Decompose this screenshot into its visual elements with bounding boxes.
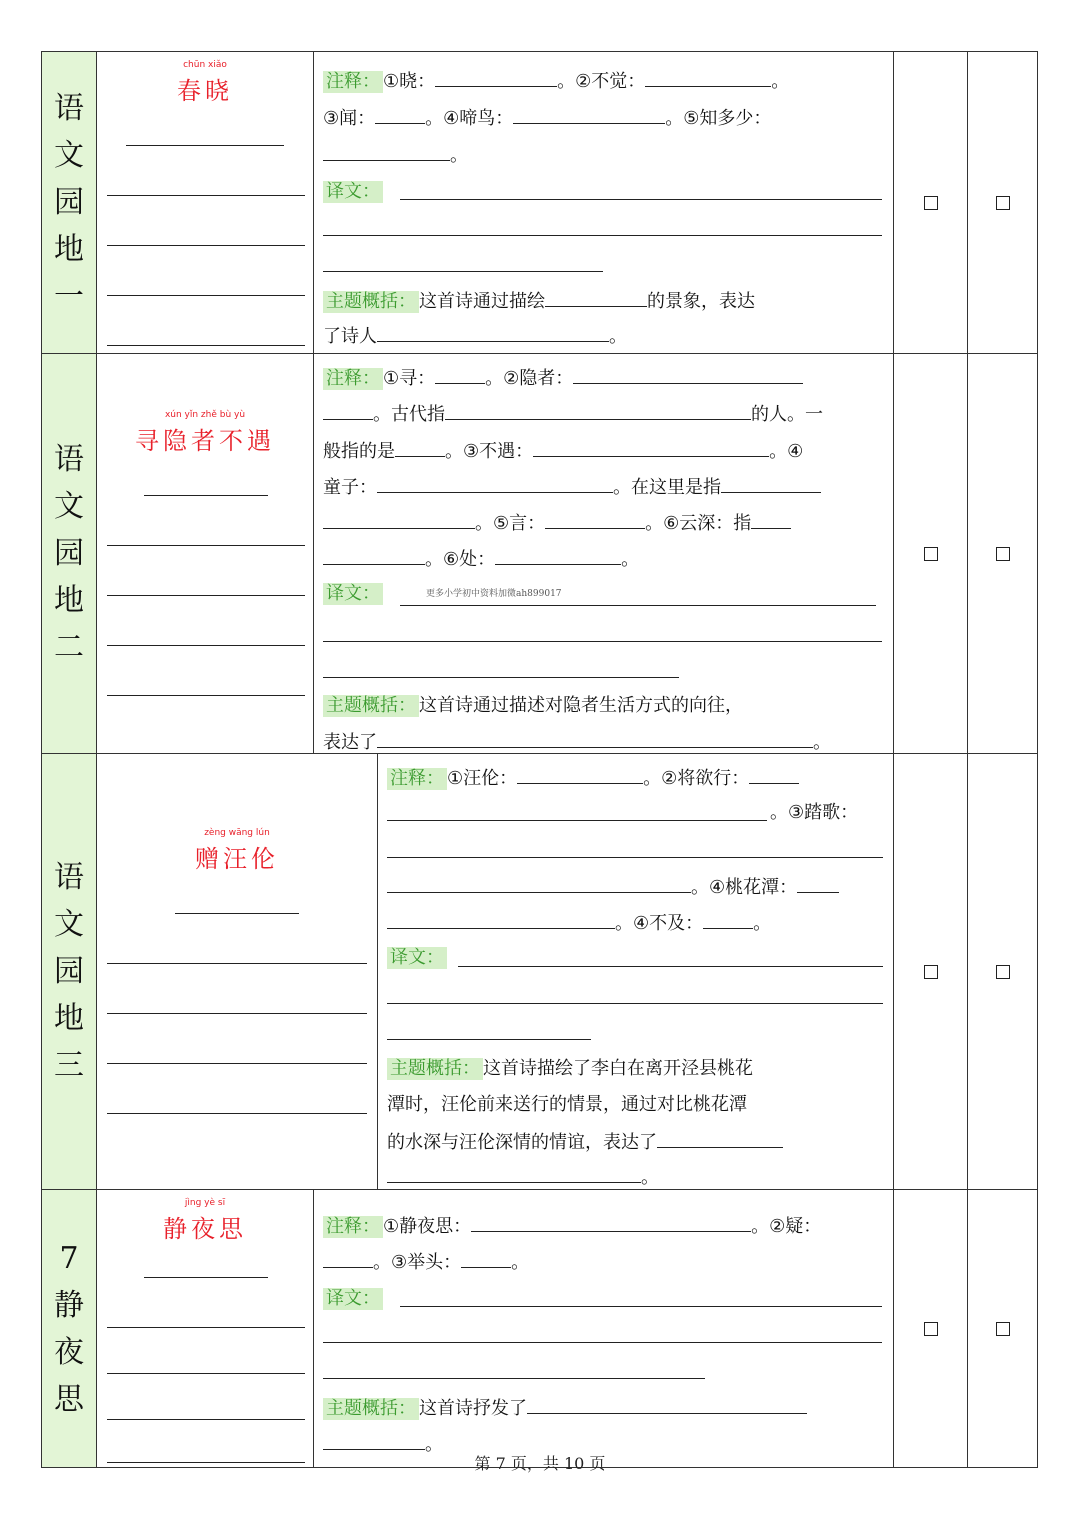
fill-in-blank[interactable]: [445, 402, 751, 420]
prompt-text: 。④啼鸟：: [425, 108, 514, 129]
poem-title-text: 赠汪伦: [195, 845, 279, 873]
poem-title-pinyin: jìng yè sī: [184, 1198, 226, 1208]
table-row: [41, 51, 1038, 354]
theme-line: [387, 1165, 659, 1189]
writing-line[interactable]: [107, 1373, 305, 1374]
prompt-text: 。②不觉：: [557, 71, 646, 92]
section-label-char: 地: [54, 1001, 84, 1036]
writing-line[interactable]: [107, 645, 305, 646]
author-line[interactable]: [126, 145, 284, 146]
section-label-char: 静: [54, 1287, 84, 1323]
section-tag: 注释：: [323, 368, 383, 390]
translation-label: [387, 947, 447, 969]
translation-label: [323, 1288, 383, 1310]
fill-in-blank[interactable]: [387, 1165, 641, 1183]
notes-line: [323, 1214, 821, 1238]
section-label-char: 文: [54, 489, 84, 524]
fill-in-blank[interactable]: [377, 475, 613, 493]
prompt-text: 。③举头：: [373, 1252, 462, 1273]
fill-in-blank[interactable]: [749, 766, 799, 784]
prompt-text: 。: [425, 1434, 443, 1455]
section-label-char: 语: [54, 442, 84, 477]
poem-cell: [97, 754, 378, 1189]
writing-line[interactable]: [107, 345, 305, 346]
prompt-text: ①晓：: [383, 71, 436, 92]
prompt-text: 这首诗描绘了李白在离开泾县桃花: [483, 1058, 753, 1079]
notes-line: [387, 911, 771, 935]
section-label-char: 一: [54, 279, 84, 314]
notes-line: [323, 106, 771, 130]
author-line[interactable]: [144, 495, 268, 496]
answer-line[interactable]: [400, 605, 876, 606]
poem-cell: [97, 1190, 314, 1467]
checkbox-cell: [894, 52, 968, 353]
section-tag: 主题概括：: [323, 1398, 419, 1420]
checkbox[interactable]: [924, 196, 938, 210]
prompt-text: ①汪伦：: [447, 768, 518, 789]
prompt-text: 。古代指: [373, 404, 445, 425]
writing-line[interactable]: [107, 963, 367, 964]
poem-title-text: 寻隐者不遇: [135, 427, 275, 455]
section-label-char: 园: [54, 185, 84, 220]
prompt-text: 了诗人: [323, 326, 377, 347]
checkbox[interactable]: [996, 547, 1010, 561]
writing-line[interactable]: [107, 545, 305, 546]
section-label-char: 地: [54, 232, 84, 267]
prompt-text: 这首诗通过描绘: [419, 291, 545, 312]
checkbox[interactable]: [996, 1322, 1010, 1336]
writing-line[interactable]: [107, 695, 305, 696]
checkbox[interactable]: [996, 965, 1010, 979]
prompt-text: ③闻：: [323, 108, 376, 129]
prompt-text: 的人。一: [751, 404, 823, 425]
prompt-text: 。④不及：: [615, 913, 704, 934]
prompt-text: 表达了: [323, 732, 377, 753]
answer-line[interactable]: [387, 820, 767, 821]
prompt-text: 。: [753, 913, 772, 934]
theme-line: [323, 730, 831, 754]
notes-line: [770, 802, 858, 824]
fill-in-blank[interactable]: [527, 1396, 807, 1414]
section-label: [41, 52, 97, 353]
author-line[interactable]: [175, 913, 299, 914]
prompt-text: 的水深与汪伦深情的情谊，表达了: [387, 1132, 657, 1153]
checkbox[interactable]: [924, 547, 938, 561]
theme-line: [387, 1130, 783, 1154]
notes-line: [387, 766, 799, 790]
theme-line: [387, 1094, 747, 1116]
prompt-text: 。④: [769, 441, 804, 462]
prompt-text: 这首诗抒发了: [419, 1398, 527, 1419]
theme-line: [323, 324, 627, 348]
answer-line[interactable]: [323, 271, 603, 272]
notes-line: [323, 439, 803, 463]
translation-label: [323, 181, 383, 203]
table-row: [41, 354, 1038, 754]
poem-title-pinyin: zèng wāng lún: [204, 828, 270, 838]
fill-in-blank[interactable]: [377, 730, 813, 748]
notes-cell: [314, 354, 894, 753]
fill-in-blank[interactable]: [387, 875, 691, 893]
fill-in-blank[interactable]: [513, 106, 665, 124]
section-label-char: 语: [54, 860, 84, 895]
notes-cell: [378, 754, 894, 1189]
answer-line[interactable]: [387, 1039, 591, 1040]
fill-in-blank[interactable]: [703, 911, 753, 929]
section-label: [41, 354, 97, 753]
prompt-text: 。: [813, 732, 831, 753]
author-line[interactable]: [144, 1277, 268, 1278]
writing-line[interactable]: [107, 245, 305, 246]
answer-line[interactable]: [458, 966, 883, 967]
prompt-text: 潭时，汪伦前来送行的情景，通过对比桃花潭: [387, 1094, 747, 1115]
prompt-text: 。⑤言：: [475, 513, 546, 534]
notes-line: [323, 143, 468, 167]
checkbox-cell: [968, 354, 1038, 753]
fill-in-blank[interactable]: [435, 69, 557, 87]
prompt-text: 这首诗通过描述对隐者生活方式的向往，: [419, 695, 743, 716]
writing-line[interactable]: [107, 1327, 305, 1328]
fill-in-blank[interactable]: [495, 547, 621, 565]
prompt-text: 。③不遇：: [445, 441, 534, 462]
translation-label: [323, 583, 383, 605]
prompt-text: 。④桃花潭：: [691, 877, 798, 898]
poem-cell: [97, 354, 314, 753]
prompt-text: 。②疑：: [751, 1216, 822, 1237]
prompt-text: ①寻：: [383, 368, 436, 389]
answer-line[interactable]: [387, 857, 883, 858]
writing-line[interactable]: [107, 295, 305, 296]
answer-line[interactable]: [323, 641, 882, 642]
answer-line[interactable]: [323, 235, 882, 236]
section-label-char: 三: [54, 1048, 84, 1083]
writing-line[interactable]: [107, 1419, 305, 1420]
answer-line[interactable]: [323, 677, 679, 678]
notes-line: [323, 402, 823, 426]
checkbox-cell: [894, 754, 968, 1189]
prompt-text: 。: [641, 1167, 659, 1188]
section-tag: 注释：: [387, 768, 447, 790]
fill-in-blank[interactable]: [323, 1432, 425, 1450]
section-tag: 主题概括：: [323, 695, 419, 717]
answer-line[interactable]: [400, 1306, 882, 1307]
prompt-text: 。⑥云深：: [645, 513, 734, 534]
fill-in-blank[interactable]: [533, 439, 769, 457]
section-label-char: 文: [54, 138, 84, 173]
poem-title-text: 静夜思: [163, 1215, 247, 1243]
checkbox[interactable]: [924, 1322, 938, 1336]
section-tag: 注释：: [323, 1216, 383, 1238]
fill-in-blank[interactable]: [323, 511, 475, 529]
checkbox[interactable]: [996, 196, 1010, 210]
table-row: [41, 1190, 1038, 1468]
section-label-char: 二: [54, 630, 84, 665]
fill-in-blank[interactable]: [435, 366, 485, 384]
checkbox-cell: [894, 1190, 968, 1467]
table-row: [41, 754, 1038, 1190]
prompt-text: 。: [609, 326, 627, 347]
fill-in-blank[interactable]: [645, 69, 771, 87]
section-label-char: 夜: [54, 1334, 84, 1370]
fill-in-blank[interactable]: [545, 289, 647, 307]
section-label-char: 文: [54, 907, 84, 942]
fill-in-blank[interactable]: [323, 402, 373, 420]
section-tag: 译文：: [387, 947, 447, 969]
page-footer: 第 7 页，共 10 页: [474, 1454, 606, 1473]
section-label-char: 园: [54, 954, 84, 989]
section-tag: 译文：: [323, 583, 383, 605]
notes-line: [323, 1250, 529, 1274]
prompt-text: 。②隐者：: [485, 368, 574, 389]
section-label: [41, 754, 97, 1189]
writing-line[interactable]: [107, 1113, 367, 1114]
section-tag: 译文：: [323, 181, 383, 203]
prompt-text: 。⑥处：: [425, 549, 496, 570]
section-label-char: 思: [54, 1381, 84, 1417]
poem-title: [97, 410, 313, 456]
fill-in-blank[interactable]: [751, 511, 791, 529]
section-label: [41, 1190, 97, 1467]
theme-line: [323, 1396, 807, 1420]
prompt-text: 的景象，表达: [647, 291, 755, 312]
prompt-text: 。: [511, 1252, 530, 1273]
checkbox-cell: [894, 354, 968, 753]
fill-in-blank[interactable]: [323, 143, 450, 161]
writing-line[interactable]: [107, 1013, 367, 1014]
checkbox-cell: [968, 1190, 1038, 1467]
fill-in-blank[interactable]: [721, 475, 821, 493]
notes-tag: 注释：: [323, 71, 383, 93]
prompt-text: 。③踏歌：: [770, 802, 859, 823]
notes-line: [323, 547, 639, 571]
fill-in-blank[interactable]: [377, 324, 609, 342]
fill-in-blank[interactable]: [471, 1214, 751, 1232]
prompt-text: 。②将欲行：: [643, 768, 750, 789]
fill-in-blank[interactable]: [387, 911, 615, 929]
poem-title-pinyin: chūn xiǎo: [183, 60, 227, 70]
notes-cell: [314, 1190, 894, 1467]
prompt-text: 。: [771, 71, 790, 92]
fill-in-blank[interactable]: [657, 1130, 783, 1148]
notes-cell: [314, 52, 894, 353]
answer-line[interactable]: [323, 1342, 882, 1343]
notes-line: [323, 511, 791, 535]
theme-line: [387, 1058, 753, 1080]
fill-in-blank[interactable]: [461, 1250, 511, 1268]
theme-line: [323, 695, 743, 717]
prompt-text: 。⑤知多少：: [665, 108, 772, 129]
notes-line: [323, 366, 803, 390]
prompt-text: 指: [733, 513, 752, 534]
checkbox-cell: [968, 52, 1038, 353]
answer-line[interactable]: [400, 199, 882, 200]
writing-line[interactable]: [107, 195, 305, 196]
watermark: 更多小学初中资料加微ah899017: [426, 589, 562, 599]
poem-title-pinyin: xún yǐn zhě bù yù: [164, 410, 246, 420]
prompt-text: 。在这里是指: [613, 477, 721, 498]
section-label-char: 语: [54, 91, 84, 126]
fill-in-blank[interactable]: [395, 439, 445, 457]
fill-in-blank[interactable]: [797, 875, 839, 893]
answer-line[interactable]: [323, 1378, 705, 1379]
theme-line: [323, 289, 755, 313]
checkbox[interactable]: [924, 965, 938, 979]
section-tag: 主题概括：: [387, 1058, 483, 1080]
notes-line: [387, 875, 839, 899]
answer-line[interactable]: [387, 1003, 883, 1004]
prompt-text: 般指的是: [323, 441, 395, 462]
fill-in-blank[interactable]: [323, 547, 425, 565]
prompt-text: 童子：: [323, 477, 377, 498]
section-label-char: 7: [59, 1240, 79, 1276]
section-label-char: 地: [54, 583, 84, 618]
poem-title: [97, 60, 313, 106]
worksheet-table: [41, 51, 1038, 1468]
poem-cell: [97, 52, 314, 353]
section-tag: 译文：: [323, 1288, 383, 1310]
poem-title: [97, 828, 377, 874]
fill-in-blank[interactable]: [545, 511, 645, 529]
fill-in-blank[interactable]: [517, 766, 643, 784]
prompt-text: ①静夜思：: [383, 1216, 472, 1237]
section-label-char: 园: [54, 536, 84, 571]
notes-line: [323, 475, 821, 499]
poem-title: [97, 1198, 313, 1244]
fill-in-blank[interactable]: [323, 1250, 373, 1268]
prompt-text: 。: [450, 145, 468, 166]
notes-line: [323, 69, 789, 93]
writing-line[interactable]: [107, 1063, 367, 1064]
fill-in-blank[interactable]: [375, 106, 425, 124]
poem-title-text: 春晓: [177, 77, 233, 105]
prompt-text: 。: [621, 549, 640, 570]
checkbox-cell: [968, 754, 1038, 1189]
fill-in-blank[interactable]: [573, 366, 803, 384]
section-tag: 主题概括：: [323, 291, 419, 313]
writing-line[interactable]: [107, 595, 305, 596]
